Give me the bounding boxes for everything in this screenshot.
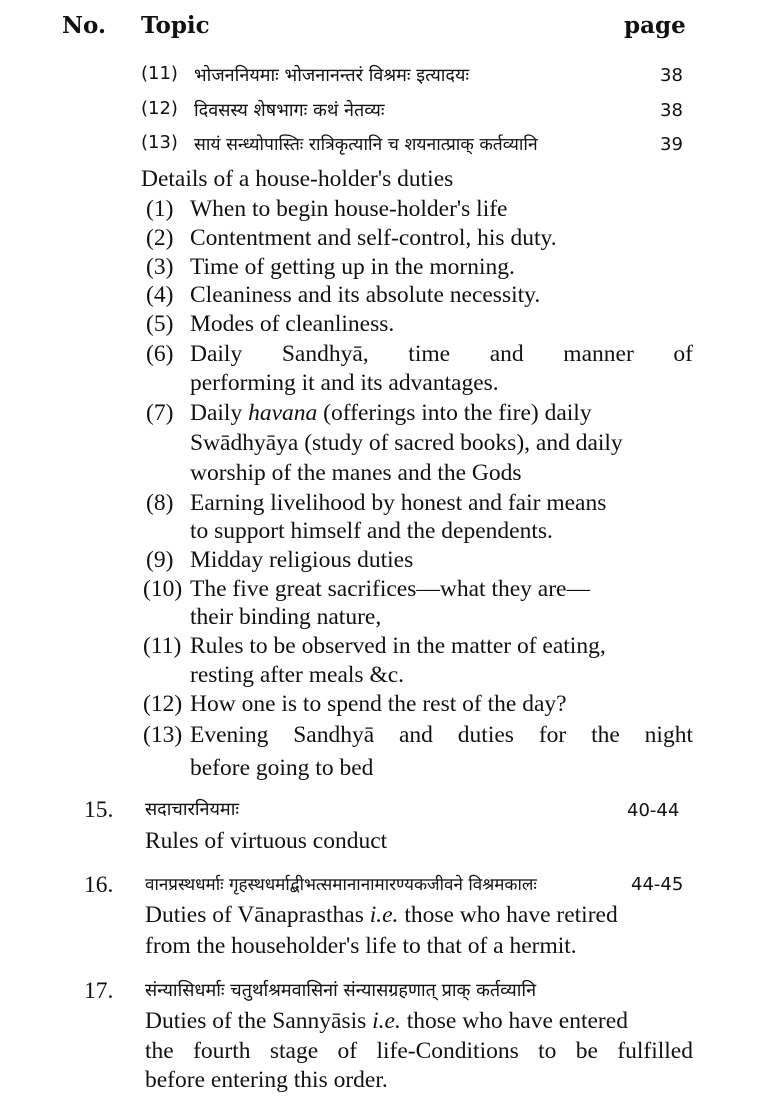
duty-text-part: Daily [190, 400, 249, 426]
duty-text: Contentment and self-control, his duty. [190, 225, 557, 251]
entry-text-part: Duties of the Sannyāsis [145, 1008, 373, 1034]
entry-sanskrit-title: सदाचारनियमाः [145, 799, 239, 820]
duty-number: (11) [143, 633, 182, 659]
entry-text-part: those who have retired [398, 902, 618, 928]
duty-text: resting after meals &c. [190, 662, 405, 688]
entry-text-part: those who have entered [400, 1008, 628, 1034]
entry-text-part: Duties of Vānaprasthas [145, 902, 370, 928]
duty-number: (9) [146, 547, 174, 573]
entry-sanskrit-title: संन्यासिधर्माः चतुर्थाश्रमवासिनां संन्यासग्रहणात् प्राक् कर्तव्यानि [145, 980, 537, 1001]
duty-text: before going to bed [190, 755, 374, 781]
duty-text: How one is to spend the rest of the day? [190, 691, 567, 717]
duty-number: (10) [143, 576, 183, 602]
skt-item-text: दिवसस्य शेषभागः कथं नेतव्यः [194, 100, 385, 121]
duty-text: Daily Sandhyā, time and manner of [190, 341, 693, 367]
page-number: 38 [660, 100, 683, 121]
duty-number: (1) [146, 196, 174, 222]
duty-number: (2) [146, 225, 174, 251]
skt-item-number: (13) [141, 132, 178, 153]
page-number: 39 [660, 134, 683, 155]
duty-number: (5) [146, 311, 174, 337]
page-number: 40-44 [627, 800, 680, 821]
duty-number: (12) [143, 691, 183, 717]
duty-text: performing it and its advantages. [190, 370, 499, 396]
entry-english-text [145, 902, 618, 929]
duty-text-part: (offerings into the fire) daily [317, 400, 592, 426]
section-heading: Details of a house-holder's duties [141, 166, 454, 192]
duty-text: Rules to be observed in the matter of eating, [190, 633, 606, 659]
skt-item-text: भोजननियमाः भोजनानन्तरं विश्रमः इत्यादयः [194, 65, 470, 86]
entry-text-italic: i.e. [369, 902, 399, 928]
skt-item-number: (12) [141, 98, 178, 119]
entry-sanskrit-title: वानप्रस्थधर्माः गृहस्थधर्माद्बीभत्समानानामारण्यकजीवने विश्रमकालः [145, 875, 537, 895]
entry-number: 15. [84, 797, 114, 823]
skt-item-number: (11) [141, 63, 178, 84]
skt-item-text: सायं सन्ध्योपास्तिः रात्रिकृत्यानि च शयनात्प्राक् कर्तव्यानि [194, 135, 538, 155]
duty-text: Evening Sandhyā and duties for the night [190, 722, 693, 748]
duty-text: Cleaniness and its absolute necessity. [190, 282, 541, 308]
duty-text: When to begin house-holder's life [190, 196, 508, 222]
duty-text: Swādhyāya (study of sacred books), and daily [190, 430, 623, 456]
duty-text: Midday religious duties [190, 547, 414, 573]
duty-number: (13) [143, 722, 183, 748]
duty-text: The five great sacrifices—what they are— [190, 576, 590, 602]
duty-number: (7) [146, 400, 174, 426]
entry-number: 17. [84, 978, 114, 1004]
entry-english-text: before entering this order. [145, 1067, 388, 1093]
column-header-page: page [624, 12, 686, 39]
duty-text: worship of the manes and the Gods [190, 460, 522, 486]
duty-number: (3) [146, 254, 174, 280]
column-header-no: No. [62, 12, 106, 39]
entry-english-text: Rules of virtuous conduct [145, 828, 388, 854]
duty-text: Earning livelihood by honest and fair means [190, 490, 607, 516]
entry-english-text [145, 1008, 628, 1035]
duty-text-italic: havana [248, 400, 318, 426]
duty-text: their binding nature, [190, 604, 382, 630]
page-number: 44-45 [631, 874, 684, 895]
duty-text [190, 400, 592, 427]
duty-text: Modes of cleanliness. [190, 311, 395, 337]
entry-english-text: the fourth stage of life-Conditions to be fulfilled [145, 1038, 693, 1064]
page-number: 38 [660, 65, 683, 86]
entry-number: 16. [84, 872, 114, 898]
duty-number: (4) [146, 282, 174, 308]
entry-text-italic: i.e. [372, 1008, 401, 1034]
duty-text: Time of getting up in the morning. [190, 254, 515, 280]
entry-english-text: from the householder's life to that of a hermit. [145, 933, 577, 959]
column-header-topic: Topic [141, 12, 210, 39]
duty-number: (8) [146, 490, 174, 516]
duty-number: (6) [146, 341, 174, 367]
duty-text: to support himself and the dependents. [190, 518, 553, 544]
